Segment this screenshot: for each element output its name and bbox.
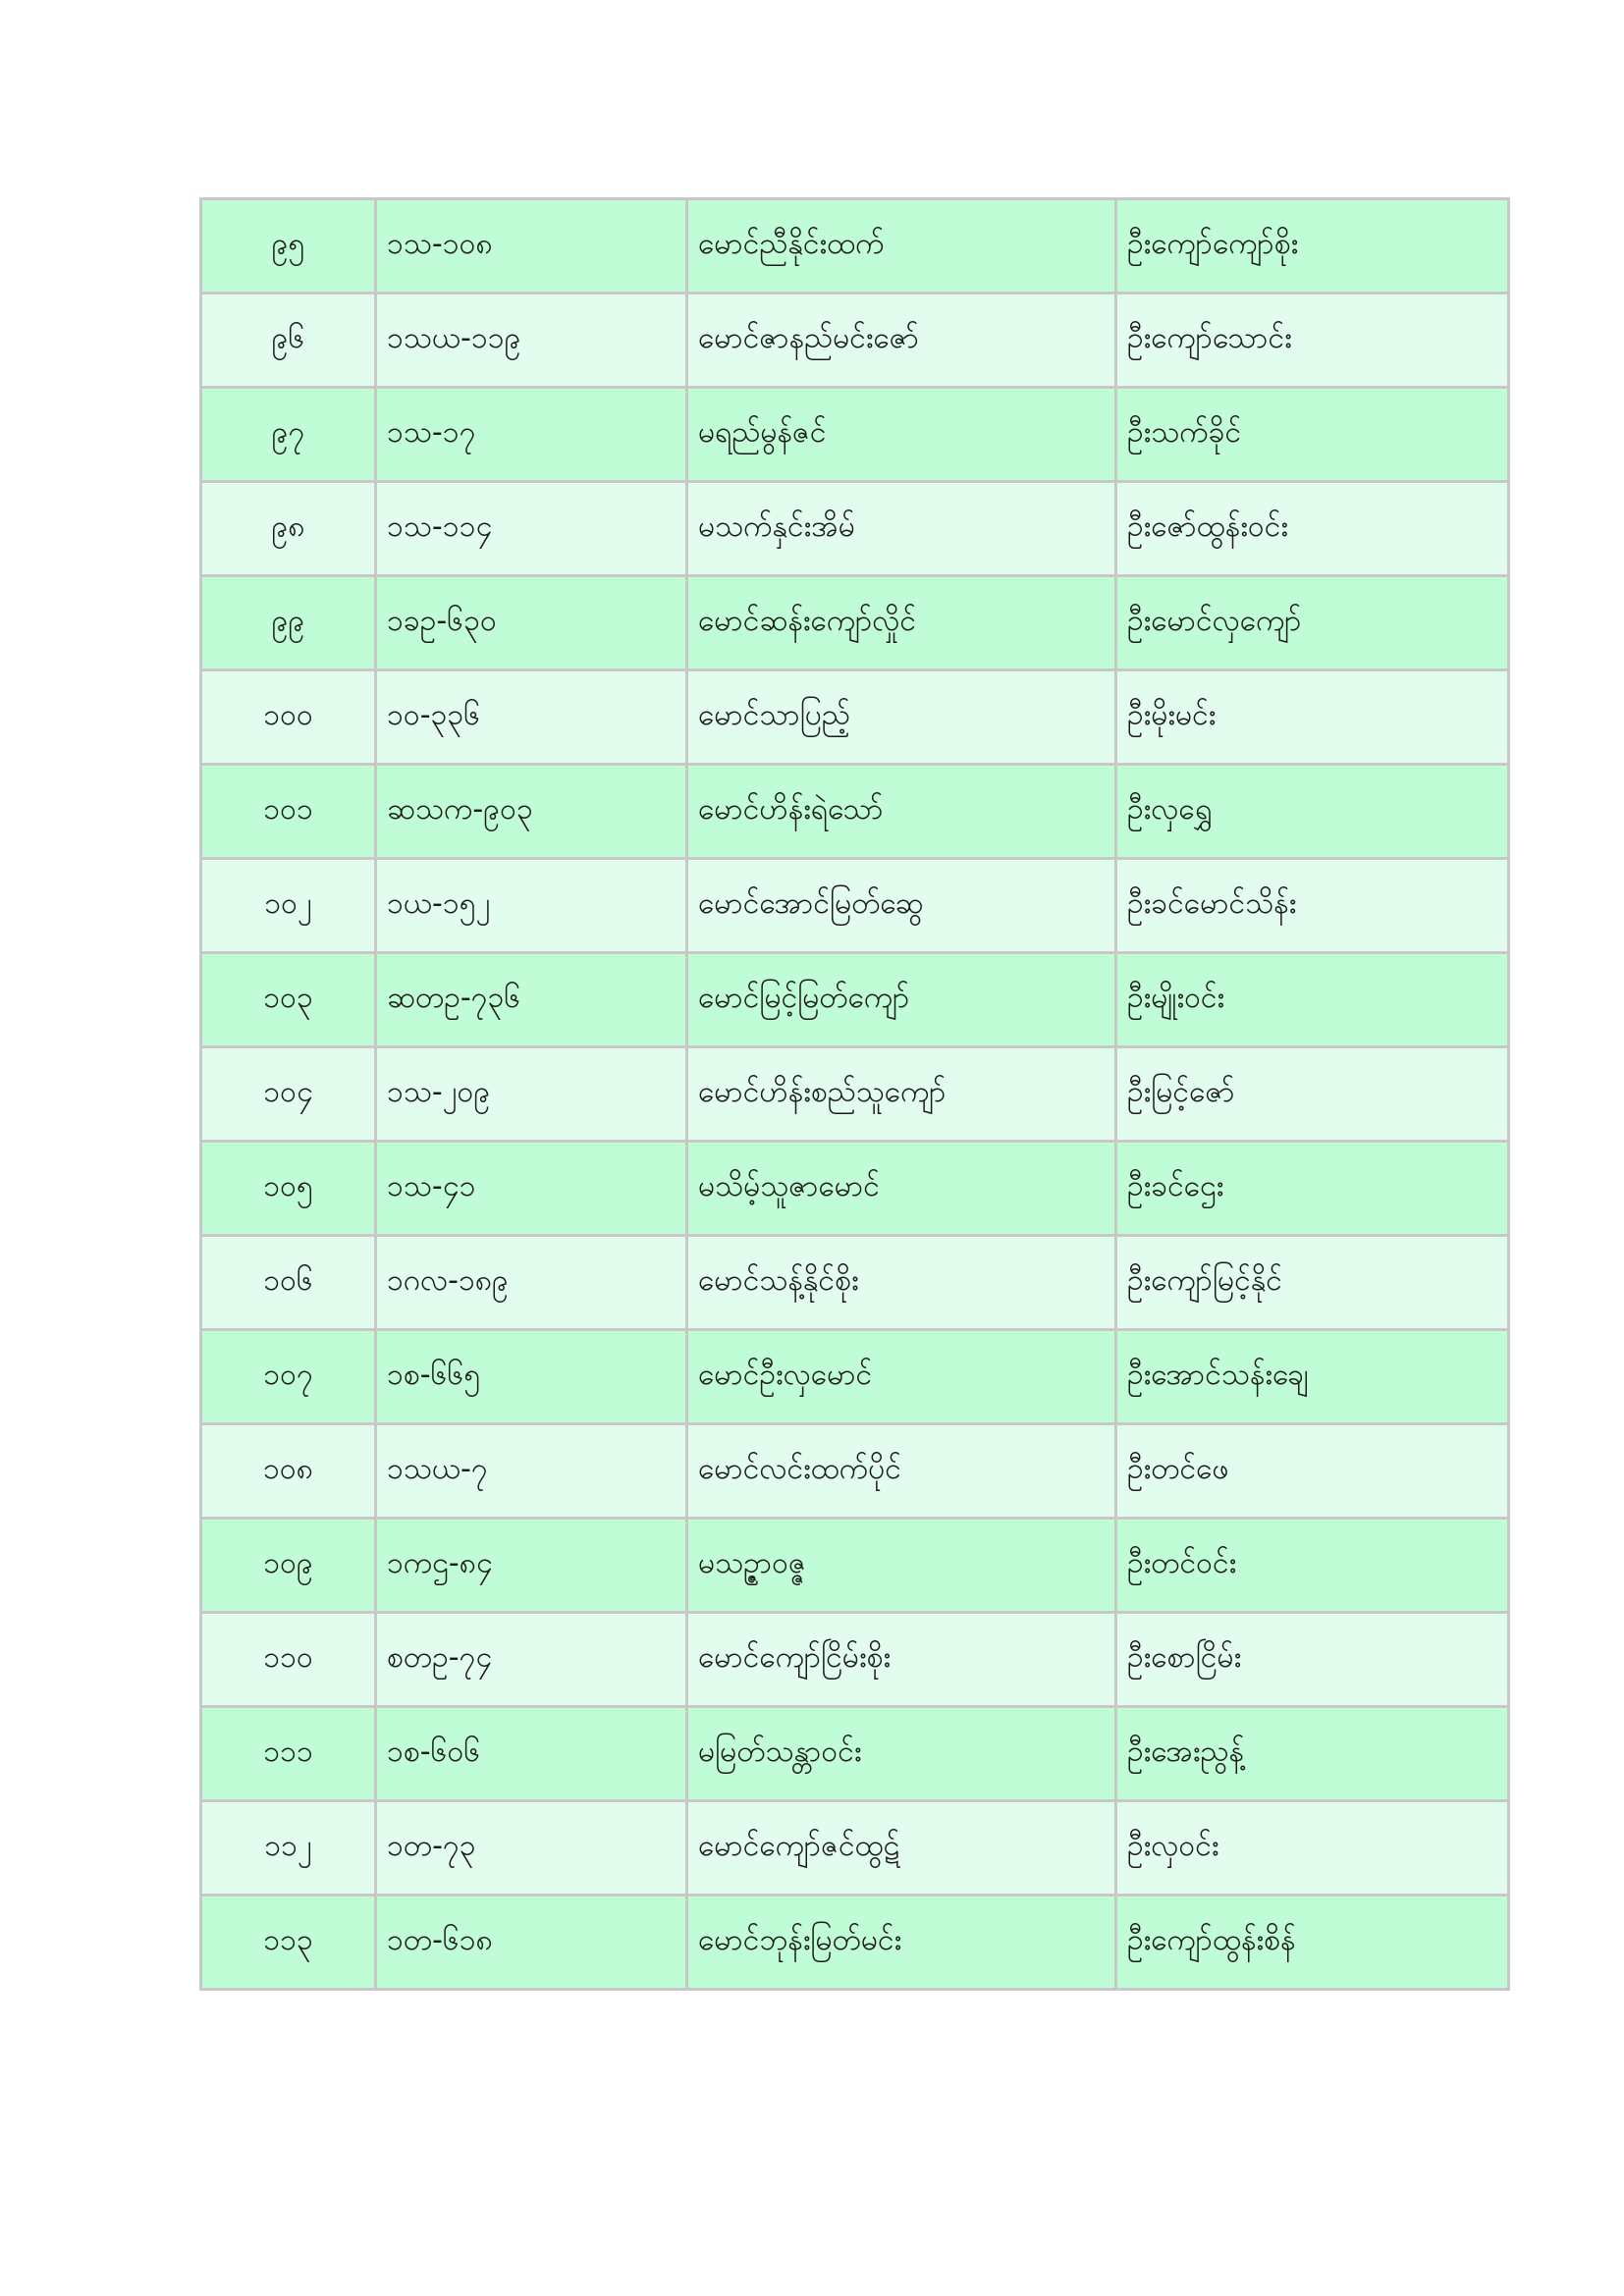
table-row <box>201 388 1509 482</box>
cell-registration: ၁ခဥ-၆၃၀ <box>376 576 687 670</box>
table-row <box>201 1236 1509 1330</box>
cell-name: မောင်လင်းထက်ပိုင် <box>687 1424 1116 1519</box>
cell-number: ၁၀၆ <box>201 1236 376 1330</box>
table-body <box>201 199 1509 1990</box>
cell-parent: ဦးကျော်ကျော်စိုး <box>1116 199 1509 294</box>
cell-name: မောင်ဟိန်းစည်သူကျော် <box>687 1047 1116 1142</box>
cell-name: မသဉ္ဇာဝဇ္ဇ <box>687 1519 1116 1613</box>
cell-name: မောင်သန့်နိုင်စိုး <box>687 1236 1116 1330</box>
cell-number: ၁၀၇ <box>201 1330 376 1424</box>
cell-name: မမြတ်သန္တာဝင်း <box>687 1707 1116 1801</box>
cell-parent: ဦးလှရွှေ <box>1116 765 1509 859</box>
table-row <box>201 1519 1509 1613</box>
document-page <box>199 197 1507 1991</box>
cell-number: ၁၀၁ <box>201 765 376 859</box>
cell-name: မောင်ဦးလှမောင် <box>687 1330 1116 1424</box>
cell-parent: ဦးကျော်မြင့်နိုင် <box>1116 1236 1509 1330</box>
table-row <box>201 670 1509 765</box>
cell-parent: ဦးခင်ဌေး <box>1116 1142 1509 1236</box>
cell-registration: ၁ကဌ-၈၄ <box>376 1519 687 1613</box>
cell-registration: ၁တ-၆၁၈ <box>376 1896 687 1990</box>
cell-registration: ၁ဂလ-၁၈၉ <box>376 1236 687 1330</box>
cell-name: မသိမ့်သူဇာမောင် <box>687 1142 1116 1236</box>
cell-registration: ၁စ-၆၆၅ <box>376 1330 687 1424</box>
cell-name: မောင်ကျော်ဇင်ထွဋ် <box>687 1801 1116 1896</box>
cell-parent: ဦးခင်မောင်သိန်း <box>1116 859 1509 953</box>
table-row <box>201 199 1509 294</box>
cell-number: ၁၁၃ <box>201 1896 376 1990</box>
cell-parent: ဦးမိုးမင်း <box>1116 670 1509 765</box>
cell-registration: ၁သယ-၁၁၉ <box>376 294 687 388</box>
table-row <box>201 294 1509 388</box>
cell-registration: ၁သ-၁၀၈ <box>376 199 687 294</box>
table-row <box>201 1613 1509 1707</box>
cell-number: ၁၀၂ <box>201 859 376 953</box>
table-row <box>201 1330 1509 1424</box>
cell-number: ၁၀၉ <box>201 1519 376 1613</box>
cell-name: မောင်မြင့်မြတ်ကျော် <box>687 953 1116 1047</box>
cell-number: ၉၉ <box>201 576 376 670</box>
cell-number: ၁၀၀ <box>201 670 376 765</box>
cell-number: ၁၀၃ <box>201 953 376 1047</box>
cell-parent: ဦးသက်ခိုင် <box>1116 388 1509 482</box>
cell-name: မောင်ဟိန်းရဲသော် <box>687 765 1116 859</box>
cell-parent: ဦးအောင်သန်းချေ <box>1116 1330 1509 1424</box>
cell-registration: ၁ဝ-၃၃၆ <box>376 670 687 765</box>
cell-number: ၉၇ <box>201 388 376 482</box>
cell-parent: ဦးကျော်ထွန်းစိန် <box>1116 1896 1509 1990</box>
table-row <box>201 1047 1509 1142</box>
table-row <box>201 1424 1509 1519</box>
table-row <box>201 1707 1509 1801</box>
cell-registration: ၁သ-၄၁ <box>376 1142 687 1236</box>
cell-registration: ၁သ-၁၇ <box>376 388 687 482</box>
cell-number: ၉၈ <box>201 482 376 576</box>
cell-registration: ၁တ-၇၃ <box>376 1801 687 1896</box>
cell-parent: ဦးတင်ဝင်း <box>1116 1519 1509 1613</box>
cell-name: မသက်နှင်းအိမ် <box>687 482 1116 576</box>
cell-registration: ၁သ-၂၀၉ <box>376 1047 687 1142</box>
table-row <box>201 482 1509 576</box>
cell-parent: ဦးအေးညွန့် <box>1116 1707 1509 1801</box>
cell-parent: ဦးတင်ဖေ <box>1116 1424 1509 1519</box>
cell-number: ၁၁၂ <box>201 1801 376 1896</box>
student-table <box>199 197 1510 1991</box>
table-row <box>201 1801 1509 1896</box>
table-row <box>201 1142 1509 1236</box>
cell-name: မောင်သာပြည့် <box>687 670 1116 765</box>
cell-parent: ဦးမြင့်ဇော် <box>1116 1047 1509 1142</box>
cell-parent: ဦးမျိုးဝင်း <box>1116 953 1509 1047</box>
cell-name: မောင်ကျော်ငြိမ်းစိုး <box>687 1613 1116 1707</box>
table-row <box>201 859 1509 953</box>
cell-parent: ဦးဇော်ထွန်းဝင်း <box>1116 482 1509 576</box>
cell-number: ၁၀၈ <box>201 1424 376 1519</box>
cell-number: ၉၅ <box>201 199 376 294</box>
cell-number: ၉၆ <box>201 294 376 388</box>
cell-name: မောင်ညီနိုင်းထက် <box>687 199 1116 294</box>
cell-number: ၁၀၅ <box>201 1142 376 1236</box>
cell-registration: စတဥ-၇၄ <box>376 1613 687 1707</box>
table-row <box>201 1896 1509 1990</box>
cell-number: ၁၀၄ <box>201 1047 376 1142</box>
table-row <box>201 953 1509 1047</box>
cell-registration: ဆသက-၉၀၃ <box>376 765 687 859</box>
table-row <box>201 765 1509 859</box>
cell-registration: ၁သ-၁၁၄ <box>376 482 687 576</box>
table-row <box>201 576 1509 670</box>
cell-registration: ၁စ-၆၀၆ <box>376 1707 687 1801</box>
cell-registration: ဆတဥ-၇၃၆ <box>376 953 687 1047</box>
cell-name: မောင်အောင်မြတ်ဆွေ <box>687 859 1116 953</box>
cell-parent: ဦးစောငြိမ်း <box>1116 1613 1509 1707</box>
cell-number: ၁၁၀ <box>201 1613 376 1707</box>
cell-registration: ၁ယ-၁၅၂ <box>376 859 687 953</box>
cell-number: ၁၁၁ <box>201 1707 376 1801</box>
cell-parent: ဦးကျော်သောင်း <box>1116 294 1509 388</box>
cell-name: မောင်ဆန်းကျော်လှိုင် <box>687 576 1116 670</box>
cell-parent: ဦးလှဝင်း <box>1116 1801 1509 1896</box>
cell-name: မောင်ဘုန်းမြတ်မင်း <box>687 1896 1116 1990</box>
cell-name: မောင်ဇာနည်မင်းဇော် <box>687 294 1116 388</box>
cell-name: မရည်မွန်ဇင် <box>687 388 1116 482</box>
cell-parent: ဦးမောင်လှကျော် <box>1116 576 1509 670</box>
cell-registration: ၁သယ-၇ <box>376 1424 687 1519</box>
